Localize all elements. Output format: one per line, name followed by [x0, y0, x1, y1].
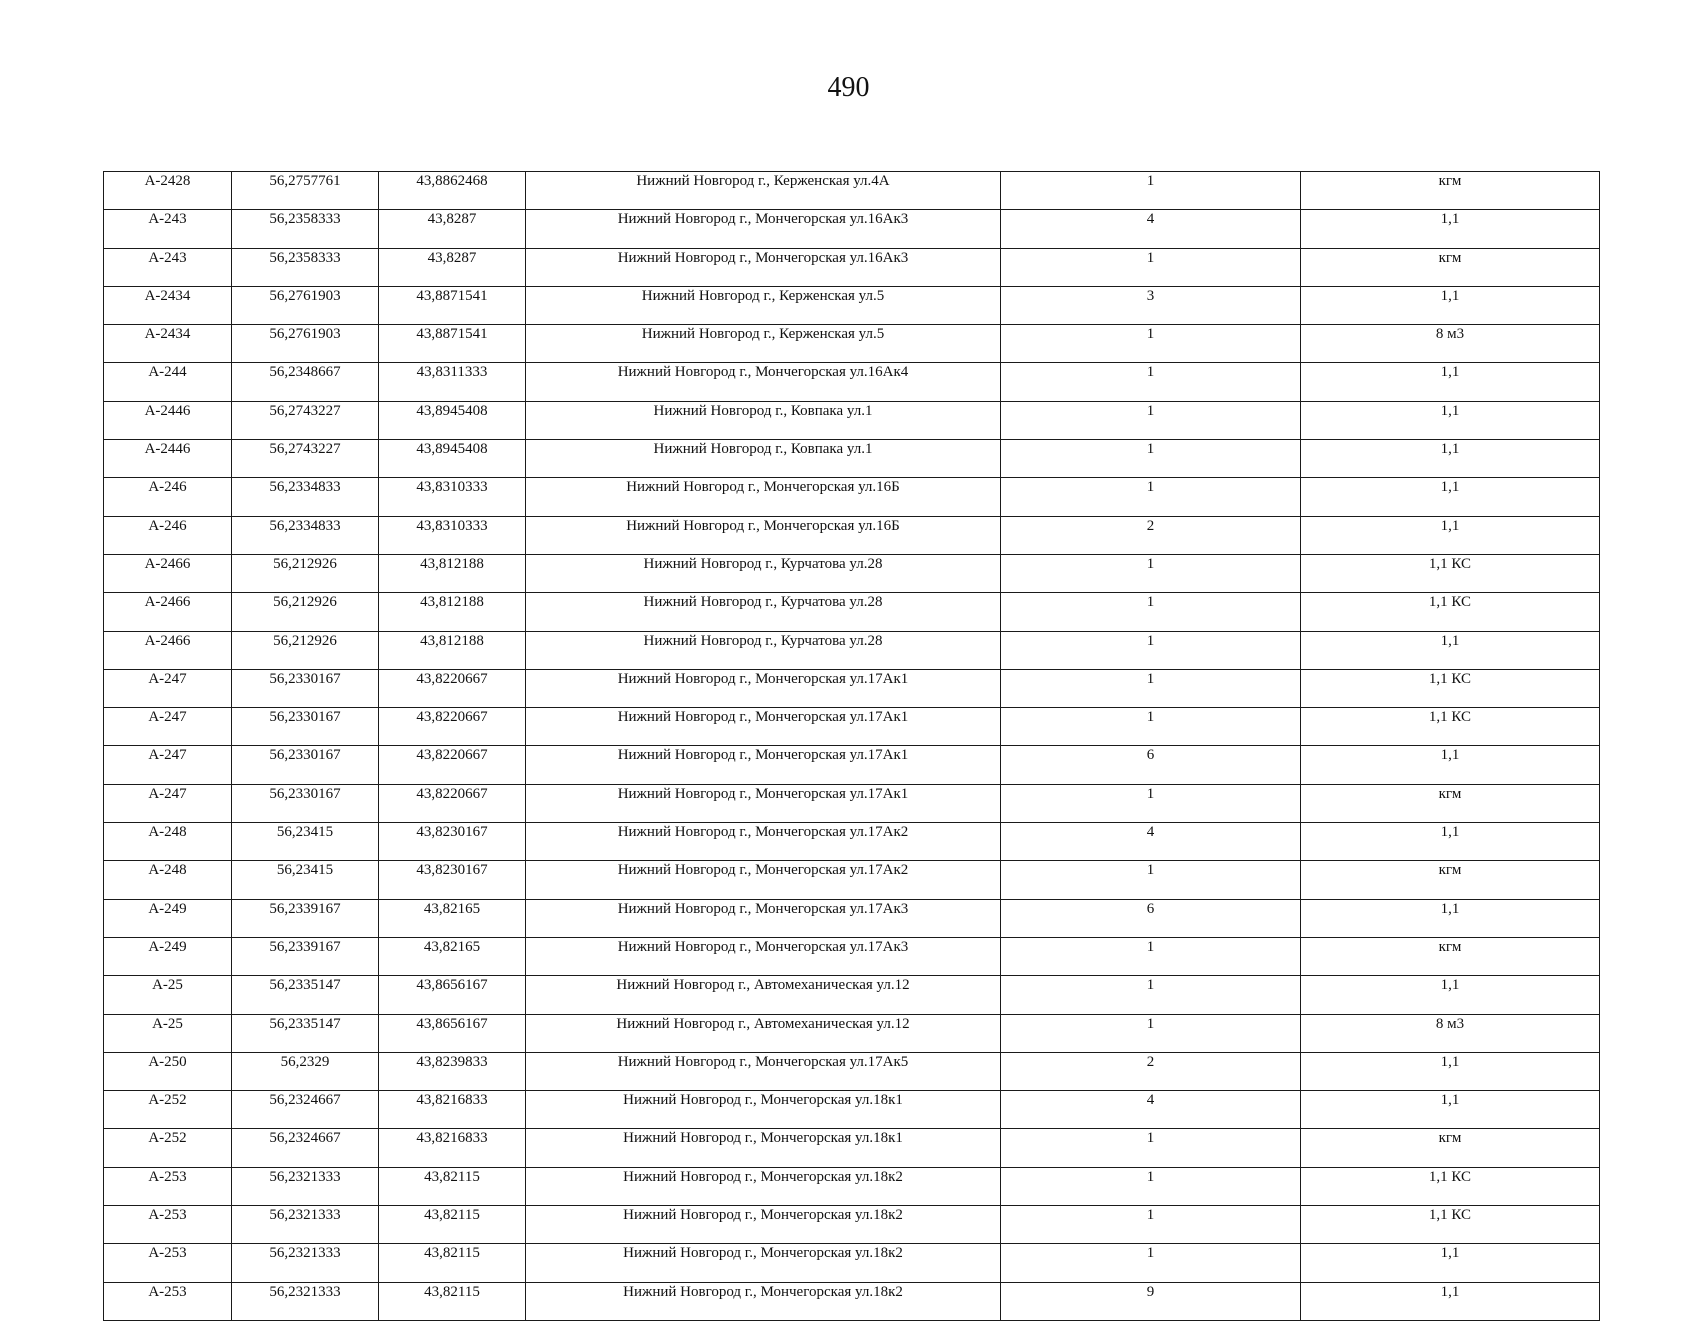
- cell-address: Нижний Новгород г., Мончегорская ул.16Б: [526, 478, 1001, 516]
- cell-address: Нижний Новгород г., Мончегорская ул.18к2: [526, 1282, 1001, 1320]
- cell-id: А-253: [104, 1206, 232, 1244]
- cell-count: 1: [1001, 1129, 1301, 1167]
- cell-address: Нижний Новгород г., Керженская ул.4А: [526, 172, 1001, 210]
- cell-id: А-247: [104, 708, 232, 746]
- cell-volume: кгм: [1301, 248, 1600, 286]
- table-row: [104, 784, 1600, 822]
- table-row: [104, 248, 1600, 286]
- cell-id: А-2466: [104, 631, 232, 669]
- cell-volume: 8 м3: [1301, 1014, 1600, 1052]
- cell-longitude: 43,8656167: [379, 1014, 526, 1052]
- cell-longitude: 43,8311333: [379, 363, 526, 401]
- cell-address: Нижний Новгород г., Мончегорская ул.17Ак5: [526, 1052, 1001, 1090]
- cell-latitude: 56,2761903: [232, 286, 379, 324]
- page-number: 490: [827, 72, 870, 103]
- cell-latitude: 56,2335147: [232, 976, 379, 1014]
- cell-count: 4: [1001, 1091, 1301, 1129]
- cell-latitude: 56,2339167: [232, 937, 379, 975]
- cell-longitude: 43,8220667: [379, 708, 526, 746]
- cell-id: А-250: [104, 1052, 232, 1090]
- table-row: [104, 401, 1600, 439]
- table-row: [104, 861, 1600, 899]
- cell-latitude: 56,2321333: [232, 1206, 379, 1244]
- cell-volume: кгм: [1301, 1129, 1600, 1167]
- cell-count: 1: [1001, 172, 1301, 210]
- cell-id: А-2428: [104, 172, 232, 210]
- cell-count: 1: [1001, 1014, 1301, 1052]
- cell-latitude: 56,2324667: [232, 1091, 379, 1129]
- cell-volume: 1,1: [1301, 210, 1600, 248]
- cell-volume: 1,1 КС: [1301, 708, 1600, 746]
- cell-count: 6: [1001, 746, 1301, 784]
- cell-id: А-243: [104, 210, 232, 248]
- cell-latitude: 56,2743227: [232, 440, 379, 478]
- cell-address: Нижний Новгород г., Мончегорская ул.17Ак1: [526, 669, 1001, 707]
- cell-latitude: 56,2321333: [232, 1244, 379, 1282]
- cell-latitude: 56,212926: [232, 554, 379, 592]
- table-row: [104, 440, 1600, 478]
- cell-address: Нижний Новгород г., Мончегорская ул.17Ак3: [526, 899, 1001, 937]
- cell-longitude: 43,8287: [379, 248, 526, 286]
- cell-latitude: 56,23415: [232, 861, 379, 899]
- cell-latitude: 56,212926: [232, 631, 379, 669]
- cell-longitude: 43,8216833: [379, 1129, 526, 1167]
- table-row: [104, 899, 1600, 937]
- cell-latitude: 56,2743227: [232, 401, 379, 439]
- cell-count: 1: [1001, 784, 1301, 822]
- cell-id: А-253: [104, 1282, 232, 1320]
- cell-longitude: 43,8230167: [379, 861, 526, 899]
- cell-id: А-247: [104, 746, 232, 784]
- table-row: [104, 746, 1600, 784]
- cell-longitude: 43,8871541: [379, 286, 526, 324]
- cell-longitude: 43,812188: [379, 631, 526, 669]
- cell-longitude: 43,8310333: [379, 478, 526, 516]
- cell-count: 1: [1001, 976, 1301, 1014]
- cell-volume: 1,1: [1301, 1091, 1600, 1129]
- cell-longitude: 43,8310333: [379, 516, 526, 554]
- cell-longitude: 43,82115: [379, 1206, 526, 1244]
- cell-volume: 1,1: [1301, 1052, 1600, 1090]
- table-row: [104, 631, 1600, 669]
- cell-count: 1: [1001, 363, 1301, 401]
- cell-latitude: 56,2757761: [232, 172, 379, 210]
- cell-id: А-252: [104, 1091, 232, 1129]
- cell-volume: 1,1 КС: [1301, 1167, 1600, 1205]
- cell-address: Нижний Новгород г., Курчатова ул.28: [526, 593, 1001, 631]
- table-row: [104, 937, 1600, 975]
- cell-address: Нижний Новгород г., Мончегорская ул.16Ак3: [526, 210, 1001, 248]
- cell-id: А-2466: [104, 593, 232, 631]
- cell-longitude: 43,8239833: [379, 1052, 526, 1090]
- cell-latitude: 56,2330167: [232, 669, 379, 707]
- cell-longitude: 43,812188: [379, 554, 526, 592]
- cell-volume: кгм: [1301, 937, 1600, 975]
- cell-count: 1: [1001, 440, 1301, 478]
- cell-latitude: 56,2321333: [232, 1167, 379, 1205]
- cell-count: 1: [1001, 478, 1301, 516]
- cell-count: 2: [1001, 1052, 1301, 1090]
- cell-address: Нижний Новгород г., Мончегорская ул.18к1: [526, 1129, 1001, 1167]
- cell-longitude: 43,8656167: [379, 976, 526, 1014]
- cell-longitude: 43,8220667: [379, 746, 526, 784]
- cell-id: А-246: [104, 478, 232, 516]
- table-row: [104, 286, 1600, 324]
- table-row: [104, 1129, 1600, 1167]
- cell-volume: 1,1 КС: [1301, 669, 1600, 707]
- cell-count: 1: [1001, 669, 1301, 707]
- table-row: [104, 325, 1600, 363]
- cell-address: Нижний Новгород г., Керженская ул.5: [526, 325, 1001, 363]
- cell-count: 4: [1001, 823, 1301, 861]
- cell-latitude: 56,2358333: [232, 248, 379, 286]
- cell-id: А-25: [104, 1014, 232, 1052]
- cell-count: 1: [1001, 554, 1301, 592]
- cell-address: Нижний Новгород г., Курчатова ул.28: [526, 554, 1001, 592]
- cell-id: А-248: [104, 823, 232, 861]
- cell-longitude: 43,82115: [379, 1282, 526, 1320]
- cell-id: А-248: [104, 861, 232, 899]
- cell-count: 4: [1001, 210, 1301, 248]
- cell-address: Нижний Новгород г., Автомеханическая ул.12: [526, 1014, 1001, 1052]
- table-row: [104, 172, 1600, 210]
- cell-volume: 1,1: [1301, 976, 1600, 1014]
- cell-address: Нижний Новгород г., Керженская ул.5: [526, 286, 1001, 324]
- cell-latitude: 56,2330167: [232, 784, 379, 822]
- cell-address: Нижний Новгород г., Мончегорская ул.16Ак4: [526, 363, 1001, 401]
- cell-longitude: 43,82165: [379, 899, 526, 937]
- cell-volume: 1,1: [1301, 401, 1600, 439]
- cell-volume: 1,1: [1301, 631, 1600, 669]
- cell-id: А-246: [104, 516, 232, 554]
- cell-longitude: 43,812188: [379, 593, 526, 631]
- cell-count: 3: [1001, 286, 1301, 324]
- cell-volume: 1,1: [1301, 478, 1600, 516]
- cell-latitude: 56,2348667: [232, 363, 379, 401]
- cell-count: 1: [1001, 593, 1301, 631]
- cell-address: Нижний Новгород г., Мончегорская ул.17Ак1: [526, 708, 1001, 746]
- cell-address: Нижний Новгород г., Мончегорская ул.17Ак3: [526, 937, 1001, 975]
- cell-count: 1: [1001, 1167, 1301, 1205]
- cell-volume: 1,1: [1301, 746, 1600, 784]
- cell-volume: 1,1: [1301, 286, 1600, 324]
- cell-volume: 8 м3: [1301, 325, 1600, 363]
- cell-longitude: 43,8230167: [379, 823, 526, 861]
- cell-count: 9: [1001, 1282, 1301, 1320]
- cell-count: 1: [1001, 708, 1301, 746]
- cell-longitude: 43,8220667: [379, 669, 526, 707]
- cell-latitude: 56,23415: [232, 823, 379, 861]
- cell-count: 1: [1001, 861, 1301, 899]
- cell-latitude: 56,212926: [232, 593, 379, 631]
- cell-longitude: 43,8216833: [379, 1091, 526, 1129]
- table-row: [104, 823, 1600, 861]
- cell-volume: кгм: [1301, 172, 1600, 210]
- cell-id: А-2446: [104, 401, 232, 439]
- cell-volume: 1,1: [1301, 823, 1600, 861]
- cell-id: А-253: [104, 1167, 232, 1205]
- cell-longitude: 43,82115: [379, 1244, 526, 1282]
- cell-longitude: 43,82165: [379, 937, 526, 975]
- table-row: [104, 1014, 1600, 1052]
- cell-volume: 1,1: [1301, 1282, 1600, 1320]
- table-row: [104, 708, 1600, 746]
- cell-longitude: 43,8220667: [379, 784, 526, 822]
- cell-longitude: 43,8862468: [379, 172, 526, 210]
- table-row: [104, 210, 1600, 248]
- cell-address: Нижний Новгород г., Автомеханическая ул.12: [526, 976, 1001, 1014]
- cell-longitude: 43,8945408: [379, 401, 526, 439]
- cell-id: А-252: [104, 1129, 232, 1167]
- cell-latitude: 56,2339167: [232, 899, 379, 937]
- table-row: [104, 363, 1600, 401]
- cell-id: А-247: [104, 669, 232, 707]
- cell-id: А-249: [104, 937, 232, 975]
- cell-latitude: 56,2761903: [232, 325, 379, 363]
- cell-longitude: 43,8945408: [379, 440, 526, 478]
- cell-id: А-253: [104, 1244, 232, 1282]
- cell-latitude: 56,2334833: [232, 516, 379, 554]
- cell-address: Нижний Новгород г., Ковпака ул.1: [526, 401, 1001, 439]
- cell-count: 1: [1001, 248, 1301, 286]
- cell-address: Нижний Новгород г., Мончегорская ул.16Ак3: [526, 248, 1001, 286]
- cell-id: А-243: [104, 248, 232, 286]
- cell-longitude: 43,8871541: [379, 325, 526, 363]
- cell-id: А-247: [104, 784, 232, 822]
- cell-latitude: 56,2321333: [232, 1282, 379, 1320]
- cell-address: Нижний Новгород г., Мончегорская ул.18к2: [526, 1167, 1001, 1205]
- registry-table-body: [104, 172, 1600, 1321]
- cell-address: Нижний Новгород г., Мончегорская ул.18к1: [526, 1091, 1001, 1129]
- cell-volume: 1,1 КС: [1301, 554, 1600, 592]
- cell-count: 1: [1001, 631, 1301, 669]
- cell-id: А-249: [104, 899, 232, 937]
- cell-volume: кгм: [1301, 784, 1600, 822]
- cell-count: 1: [1001, 937, 1301, 975]
- cell-volume: 1,1 КС: [1301, 1206, 1600, 1244]
- cell-id: А-2434: [104, 286, 232, 324]
- cell-latitude: 56,2334833: [232, 478, 379, 516]
- cell-volume: 1,1: [1301, 363, 1600, 401]
- cell-address: Нижний Новгород г., Мончегорская ул.16Б: [526, 516, 1001, 554]
- cell-count: 1: [1001, 401, 1301, 439]
- cell-count: 1: [1001, 1244, 1301, 1282]
- table-row: [104, 669, 1600, 707]
- cell-address: Нижний Новгород г., Мончегорская ул.17Ак1: [526, 746, 1001, 784]
- cell-volume: 1,1: [1301, 440, 1600, 478]
- cell-id: А-2446: [104, 440, 232, 478]
- cell-volume: 1,1: [1301, 516, 1600, 554]
- table-row: [104, 478, 1600, 516]
- table-row: [104, 1052, 1600, 1090]
- cell-volume: 1,1 КС: [1301, 593, 1600, 631]
- cell-volume: 1,1: [1301, 1244, 1600, 1282]
- cell-latitude: 56,2324667: [232, 1129, 379, 1167]
- cell-id: А-2466: [104, 554, 232, 592]
- cell-address: Нижний Новгород г., Мончегорская ул.18к2: [526, 1244, 1001, 1282]
- cell-longitude: 43,82115: [379, 1167, 526, 1205]
- cell-latitude: 56,2330167: [232, 708, 379, 746]
- cell-latitude: 56,2358333: [232, 210, 379, 248]
- cell-id: А-2434: [104, 325, 232, 363]
- cell-count: 1: [1001, 1206, 1301, 1244]
- cell-count: 6: [1001, 899, 1301, 937]
- cell-address: Нижний Новгород г., Мончегорская ул.17Ак1: [526, 784, 1001, 822]
- cell-volume: 1,1: [1301, 899, 1600, 937]
- table-row: [104, 976, 1600, 1014]
- table-row: [104, 1091, 1600, 1129]
- cell-latitude: 56,2330167: [232, 746, 379, 784]
- cell-address: Нижний Новгород г., Ковпака ул.1: [526, 440, 1001, 478]
- cell-address: Нижний Новгород г., Мончегорская ул.17Ак2: [526, 823, 1001, 861]
- table-row: [104, 1244, 1600, 1282]
- table-row: [104, 1206, 1600, 1244]
- registry-table: [103, 171, 1600, 1321]
- cell-id: А-244: [104, 363, 232, 401]
- cell-latitude: 56,2329: [232, 1052, 379, 1090]
- table-row: [104, 554, 1600, 592]
- cell-latitude: 56,2335147: [232, 1014, 379, 1052]
- cell-id: А-25: [104, 976, 232, 1014]
- cell-volume: кгм: [1301, 861, 1600, 899]
- cell-count: 1: [1001, 325, 1301, 363]
- cell-address: Нижний Новгород г., Курчатова ул.28: [526, 631, 1001, 669]
- cell-longitude: 43,8287: [379, 210, 526, 248]
- cell-address: Нижний Новгород г., Мончегорская ул.18к2: [526, 1206, 1001, 1244]
- table-row: [104, 516, 1600, 554]
- table-row: [104, 1282, 1600, 1320]
- cell-address: Нижний Новгород г., Мончегорская ул.17Ак2: [526, 861, 1001, 899]
- table-row: [104, 593, 1600, 631]
- cell-count: 2: [1001, 516, 1301, 554]
